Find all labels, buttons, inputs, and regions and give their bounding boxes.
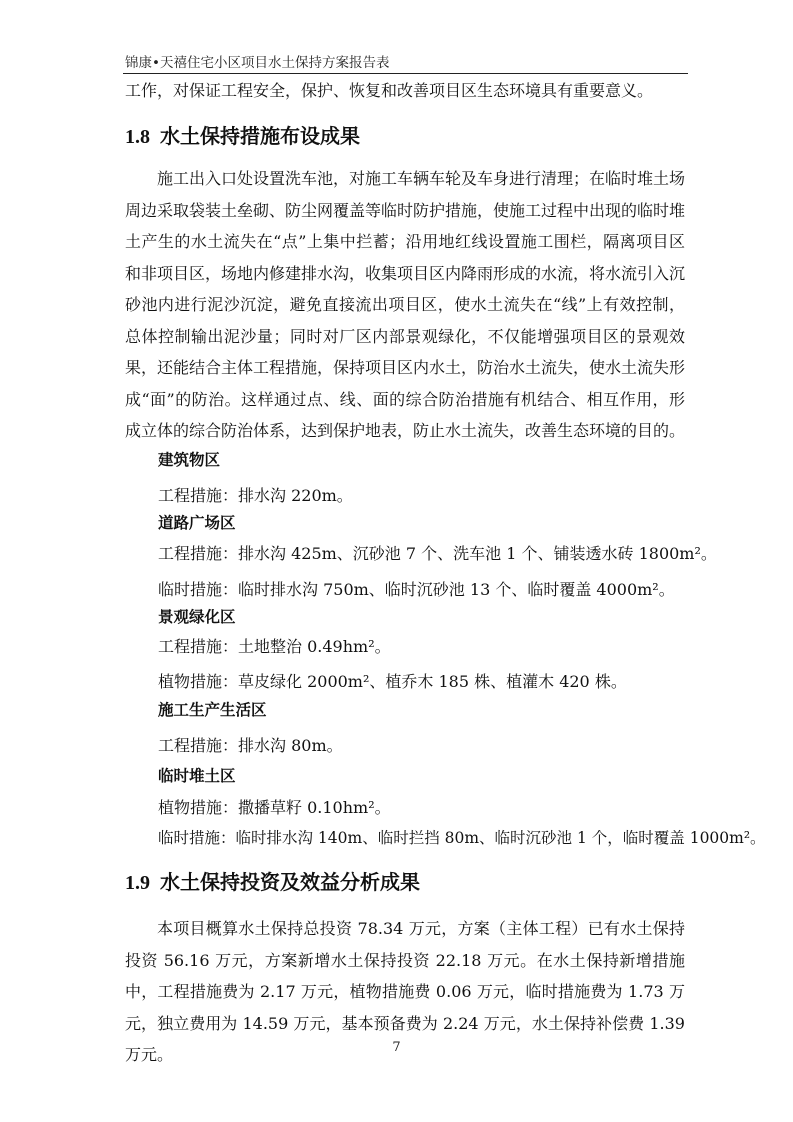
header-title: 锦康•天禧住宅小区项目水土保持方案报告表 — [125, 55, 390, 71]
measure-line: 工程措施：排水沟 80m。 — [158, 736, 343, 755]
section-number: 1.9 — [125, 872, 150, 894]
section-title: 水土保持投资及效益分析成果 — [160, 870, 420, 894]
measure-line: 工程措施：排水沟 425m、沉砂池 7 个、洗车池 1 个、铺装透水砖 1800m²。 — [158, 544, 717, 563]
section-number: 1.8 — [125, 126, 150, 148]
area-heading: 施工生产生活区 — [158, 701, 267, 719]
section-title: 水土保持措施布设成果 — [160, 124, 360, 148]
section-paragraph: 本项目概算水土保持总投资 78.34 万元，方案（主体工程）已有水土保持投资 56.16 万元，方案新增水土保持投资 22.18 万元。在水土保持新增措施中，工程措施费为 2.17 万元，植物措施费 0.06 万元，临时措施费为 1.73 万元，独立费用为 14.59 万元，基本预备费为 2.24 万元，水土保持补偿费 1.39 万元。 — [125, 919, 685, 1064]
area-heading: 道路广场区 — [158, 514, 236, 532]
section-heading-1-8 — [125, 120, 360, 149]
measure-line: 临时措施：临时排水沟 750m、临时沉砂池 13 个、临时覆盖 4000m²。 — [158, 580, 675, 599]
page-number: 7 — [392, 1040, 401, 1055]
section-heading-1-9 — [125, 866, 420, 895]
measure-line: 植物措施：撒播草籽 0.10hm²。 — [158, 798, 391, 817]
lead-text: 工作，对保证工程安全，保护、恢复和改善项目区生态环境具有重要意义。 — [125, 81, 654, 100]
section-paragraph: 施工出入口处设置洗车池，对施工车辆车轮及车身进行清理；在临时堆土场周边采取袋装土垒砌、防尘网覆盖等临时防护措施，使施工过程中出现的临时堆土产生的水土流失在“点”上集中拦蓄；沿用地红线设置施工围栏，隔离项目区和非项目区，场地内修建排水沟，收集项目区内降雨形成的水流，将水流引入沉砂池内进行泥沙沉淀，避免直接流出项目区，使水土流失在“线”上有效控制，总体控制输出泥沙量；同时对厂区内部景观绿化，不仅能增强项目区的景观效果，还能结合主体工程措施，保持项目区内水土，防治水土流失，使水土流失形成“面”的防治。这样通过点、线、面的综合防治措施有机结合、相互作用，形成立体的综合防治体系，达到保护地表，防止水土流失，改善生态环境的目的。 — [125, 169, 686, 440]
area-heading: 景观绿化区 — [158, 608, 236, 626]
page-header — [123, 49, 688, 74]
measure-line: 工程措施：土地整治 0.49hm²。 — [158, 637, 391, 656]
measure-line: 工程措施：排水沟 220m。 — [158, 486, 353, 505]
area-heading: 建筑物区 — [158, 451, 221, 469]
measure-line: 植物措施：草皮绿化 2000m²、植乔木 185 株、植灌木 420 株。 — [158, 672, 627, 691]
area-heading: 临时堆土区 — [158, 767, 236, 785]
measure-line: 临时措施：临时排水沟 140m、临时拦挡 80m、临时沉砂池 1 个，临时覆盖 1000m²。 — [158, 829, 766, 847]
